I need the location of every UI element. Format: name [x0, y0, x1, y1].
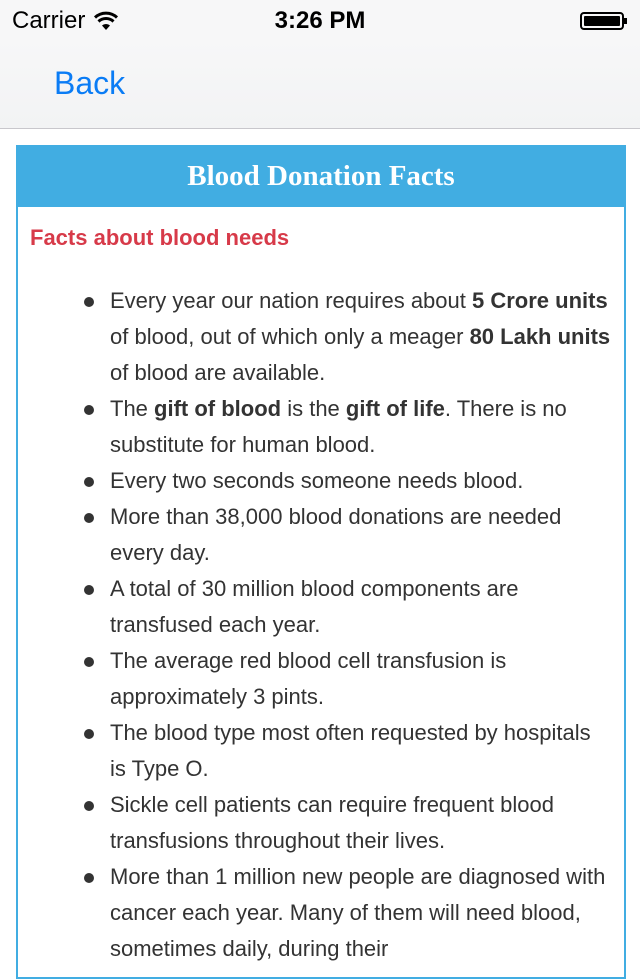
- fact-text: Sickle cell patients can require frequent blood transfusions throughout their lives.: [110, 792, 554, 853]
- fact-emphasis: 80 Lakh units: [469, 324, 611, 349]
- bullet-icon: [84, 729, 94, 739]
- card-title: Blood Donation Facts: [18, 147, 624, 207]
- list-item: [18, 499, 624, 571]
- list-item: [18, 283, 624, 391]
- bullet-icon: [84, 801, 94, 811]
- fact-text: of blood are available.: [110, 360, 326, 385]
- clock: 3:26 PM: [274, 7, 366, 34]
- bullet-icon: [84, 585, 94, 595]
- fact-emphasis: gift of blood: [154, 396, 282, 421]
- fact-emphasis: 5 Crore units: [471, 288, 608, 313]
- fact-text: Every year our nation requires about: [110, 288, 472, 313]
- list-item: [18, 463, 624, 499]
- list-item: [18, 643, 624, 715]
- navigation-bar: [0, 40, 640, 129]
- facts-card: [16, 145, 626, 979]
- list-item: [18, 571, 624, 643]
- bullet-icon: [84, 657, 94, 667]
- bullet-icon: [84, 405, 94, 415]
- fact-text: Every two seconds someone needs blood.: [110, 468, 524, 493]
- fact-text: is the: [281, 396, 346, 421]
- fact-text: The blood type most often requested by hospitals is Type O.: [110, 720, 591, 781]
- fact-text: . There is no substitute for human blood.: [110, 396, 567, 457]
- facts-list: [18, 283, 624, 967]
- list-item: [18, 859, 624, 967]
- status-bar: [0, 0, 640, 40]
- fact-text: More than 38,000 blood donations are needed every day.: [110, 504, 562, 565]
- list-item: [18, 391, 624, 463]
- bullet-icon: [84, 513, 94, 523]
- fact-text: The: [110, 396, 155, 421]
- battery-icon: [580, 12, 628, 30]
- fact-text: The average red blood cell transfusion is approximately 3 pints.: [110, 648, 507, 709]
- carrier-label: Carrier: [12, 7, 86, 34]
- bullet-icon: [84, 297, 94, 307]
- bullet-icon: [84, 477, 94, 487]
- list-item: [18, 715, 624, 787]
- back-button[interactable]: Back: [54, 65, 126, 101]
- fact-text: A total of 30 million blood components are transfused each year.: [110, 576, 519, 637]
- fact-text: of blood, out of which only a meager: [110, 324, 470, 349]
- section-title: Facts about blood needs: [30, 225, 290, 250]
- bullet-icon: [84, 873, 94, 883]
- list-item: [18, 787, 624, 859]
- fact-text: More than 1 million new people are diagnosed with cancer each year. Many of them will need blood, sometimes daily, during their: [110, 864, 606, 961]
- fact-emphasis: gift of life: [345, 396, 445, 421]
